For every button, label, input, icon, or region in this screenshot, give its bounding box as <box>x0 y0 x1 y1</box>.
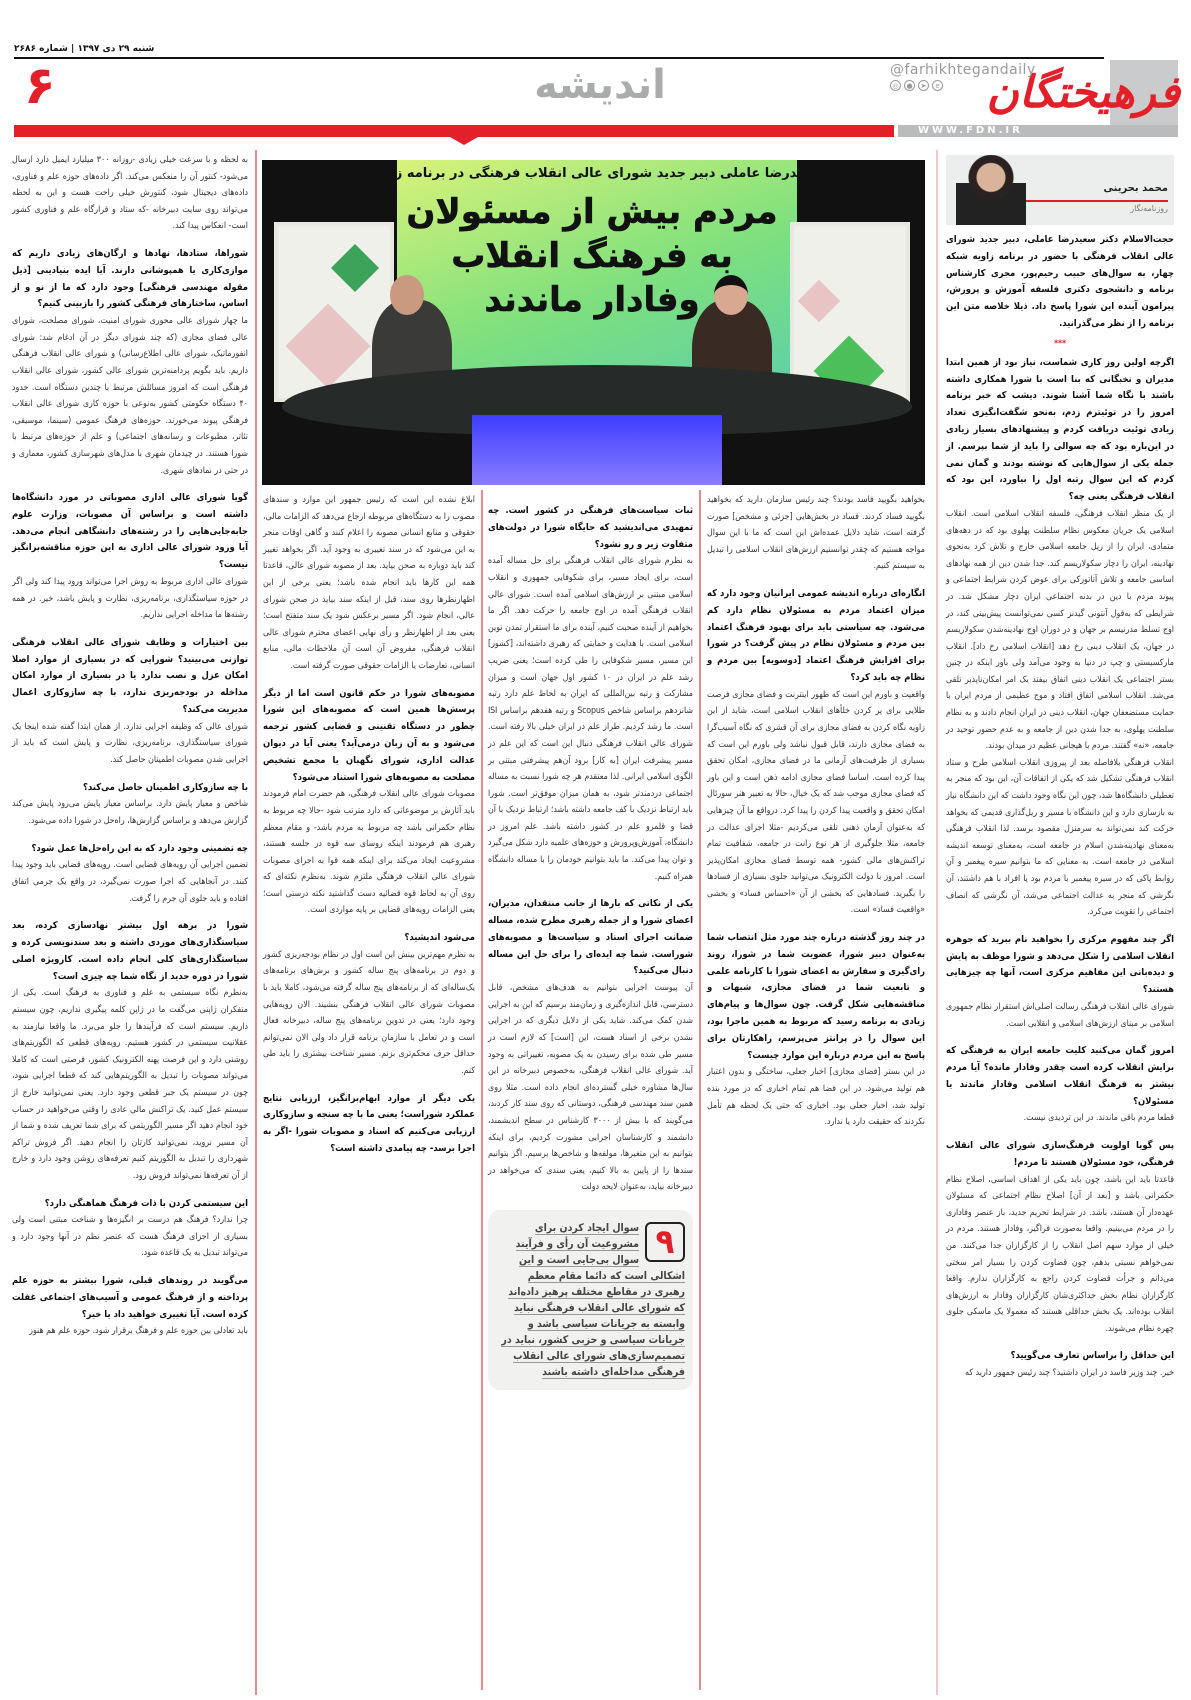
body-paragraph: ما چهار شورای عالی محوری شورای امنیت، شورای مصلحت، شورای عالی فضای مجازی (که چند شورای دیگر در آن ادغام شد: شورای انفورماتیک، شورای عالی اطلاع‌رسانی) و شورای عالی انقلاب فرهنگی داریم. باید بگویم پردامنه‌ترین شورای عالی کشور، شورای عالی انقلاب فرهنگی است که امروز مسائلش مرتبط با چندین دستگاه است. حدود ۴۰ دستگاه حکومتی کشور به‌نوعی با حوزه کاری شورای عالی انقلاب فرهنگی پیوند می‌خورند. حوزه‌های فرهنگ عمومی (سینما، موسیقی، تئاتر، مطبوعات و رسانه‌های اجتماعی) و علم از حوزه‌های مرتبط با شورا هستند. در چیدمان شهری با مدل‌های شهرسازی کشور، معماری و در حتی در نمادهای شهری. <box>12 316 248 476</box>
body-paragraph: به‌نظرم نگاه سیستمی به علم و فناوری به فرهنگ است. یکی از متفکران ژاپنی می‌گفت ما در ژاپن کلمه پیگیری نداریم، چون سیستم داریم. سیستم است که فرآیندها را جلو می‌برد. ما واقعا نیازمند به عقلانیت سیستمی در کشور هستیم. رویه‌های قطعی که الگوریتم‌های روشنی دارد و این فرصت پهنه الکترونیک کشور، فرصتی است که کاملا می‌تواند مصوبات را تبدیل به الگوریتم‌هایی کند که قطعا اجرایی شود، چون در سیستم یک جبر قطعی وجود دارد. یعنی نمی‌توانید خارج از سیستم عمل کنید. یک تراکنش مالی عادی را وقتی می‌خواهید در حساب خود انجام دهید اگر مسیر الگوریتمی که برای شما تعریف شده و شما از آن مسیر نروید، نمی‌توانید کارتان را انجام دهید. اگر فروش تراکم شهرداری را تبدیل به الگوریتم کنیم تعرفه‌های روشن وجود دارد و خارج از آن تعرفه‌ها نمی‌تواند فروش رود. <box>12 988 248 1181</box>
newspaper-logo: فرهیختگان <box>986 67 1180 118</box>
body-paragraph: بخواهید بگویید فاسد بودند؟ چند رئیس سازمان دارید که بخواهید بگویید فساد کردند. فساد در بخش‌هایی [جزئی و مشخص] صورت گرفته است، شاید دلایل عمده‌اش این است که ما با این سوال مواجه هستیم که چقدر توانستیم ارزش‌های انقلاب اسلامی را تبدیل به سیستم کنیم. <box>707 495 925 572</box>
website-bar: WWW.FDN.IR <box>898 125 1178 137</box>
body-paragraph: قاعدتا باید این باشد، چون باید یکی از اهداف اساسی، اصلاح نظام حکمرانی باشد و [بعد از آن] اصلاح نظام اجتماعی که مسئولان عهده‌دار آن هستند، باشد. در شرایط تحریم جدید، باز عنصر وفاداری را در مردم می‌بینیم. واقعا به‌صورت فراگیر، وفادار هستند. مردم در خیلی از موارد سهم اصل انقلاب را از کارگزاران جدا می‌کنند. من نمی‌خواهم نسبتی بدهم، چون قضاوت کردن را بسیار امر سختی می‌دانم و جرأت قضاوت کردن راجع به کارگزاران ندارم. واقعا کارگزاران نظام بخش حداکثری‌شان کارگزاران وفادار به ارزش‌های انقلاب بوده‌اند. یک بخش حداقلی هستند که معمولا یک ماسکی جلوی چهره نظام می‌شوند. <box>946 1174 1174 1334</box>
body-paragraph: قطعا مردم باقی ماندند. در این تردیدی نیست. <box>1023 1113 1174 1124</box>
body-paragraph: باید تعادلی بین حوزه علم و فرهنگ برقرار شود. حوزه علم هم هنوز <box>29 1326 248 1337</box>
body-paragraph: واقعیت و باورم این است که ظهور اینترنت و فضای مجازی فرصت طلایی برای پر کردن خلأهای انقلاب اسلامی است، شاید از این زاویه نگاه کردن به فضای مجازی برای آن قشری که نگاه آسیب‌گرا به فضای مجازی دارند، قابل قبول نباشد ولی باورم این است که بسیاری از ظرفیت‌های آرمانی ما در فضای مجازی، امکان تحقق پیدا کرده است. اساسا فضای مجازی ادامه ذهن است و این باور که فضای مجازی موجب شد که یک خیال، حالا به تعبیر هنر سورئال امکان تحقق و واقعیت پیدا کردن را پیدا کرد. درواقع ما آن چیزهایی که به‌عنوان آرمان ذهنی تلقی می‌کردیم -مثلا اجرای عدالت در جامعه، مثلا جلوگیری از هر نوع رانت در جامعه، شفافیت تمام تراکنش‌های مالی کشور- همه توسط فضای مجازی امکان‌پذیر است. امروز با دولت الکترونیک می‌توانید جلوی بسیاری از فسادها را بگیرید. فسادهایی که بخشی از آن «احساس فساد» و بخشی «واقعیت فساد» است. <box>707 689 925 916</box>
question-heading: گویا شورای عالی اداری مصوباتی در مورد دانشگاه‌ها داشته است و براساس آن مصوبات، وزارت علوم جابه‌جایی‌هایی را در رشته‌های دانشگاهی انجام می‌دهد. آیا ورود شورای عالی اداری به این حوزه مناقشه‌برانگیز نیست؟ <box>12 492 248 571</box>
question-heading: این حداقل را براساس تعارف می‌گویید؟ <box>1010 1350 1174 1362</box>
body-paragraph: در این بستر [فضای مجازی] اخبار جعلی، ساختگی و بدون اعتبار هم تولید می‌شود. در این فضا هم تمام اخباری که در مورد بنده تولید شد، اخبار جعلی بود. اخباری که حتی یک لحظه هم تأمل نکردند که حقیقت دارد یا ندارد. <box>707 1067 925 1128</box>
column-left <box>12 152 248 1340</box>
question-heading: امروز گمان می‌کنید کلیت جامعه ایران به فرهنگی که برایش انقلاب کرده است چقدر وفادار مانده؟ آیا مردم بیشتر به فرهنگ انقلاب اسلامی وفادار ماندند یا مسئولان؟ <box>946 1045 1174 1107</box>
instagram-icon: ◎ <box>890 80 901 91</box>
question-heading: بین اختیارات و وظایف شورای عالی انقلاب فرهنگی توازنی می‌بینید؟ شورایی که در بسیاری از موارد اصلا امکان عزل و نصب ندارد یا در بسیاری از موارد امکان مداخله در بودجه‌ریزی ندارد، با چه سازوکاری اعمال مدیریت می‌کند؟ <box>12 636 248 716</box>
question-heading: چه تضمینی وجود دارد که به این راه‌حل‌ها عمل شود؟ <box>31 842 248 854</box>
question-heading: با چه سازوکاری اطمینان حاصل می‌کند؟ <box>83 781 248 793</box>
author-box <box>946 155 1174 225</box>
body-paragraph: شورای عالی که وظیفه اجرایی ندارد. از همان ابتدا گفته شده اینجا یک شورای سیاستگذاری، برنامه‌ریزی، نظارت و پایش است که باید از اجرایی شدن مصوبات اطمینان حاصل کند. <box>12 721 248 766</box>
body-paragraph: چرا ندارد؟ فرهنگ هم درست بر انگیزه‌ها و شناخت مبتنی است ولی بسیاری از اجزای فرهنگ هست که عنصر نظم در آنها وجود دارد و می‌تواند تبدیل به یک قاعده شود. <box>12 1215 248 1259</box>
question-heading: اگر چند مفهوم مرکزی را بخواهید نام ببرید که جوهره انقلاب اسلامی را شکل می‌دهد و شورا موظف به پایش و دیده‌بانی این مفاهیم مرکزی است، آنها چه چیزهایی هستند؟ <box>946 933 1174 996</box>
body-paragraph: شاخص و معیار پایش دارد. براساس معیار پایش می‌رود پایش می‌کند گزارش می‌دهد و براساس گزارش‌ها، راه‌حل در شورا داده می‌شود. <box>12 799 248 827</box>
headline-line: وفادار ماندند <box>484 280 700 320</box>
question-heading: شوراها، ستادها، نهادها و ارگان‌های زیادی داریم که موازی‌کاری یا همپوشانی دارند. آیا ایده بنیادینی [ذیل مقوله مهندسی فرهنگی] وجود دارد که ما از نو و از اساس، ساختارهای فرهنگی کشور را بازبینی کنیم؟ <box>12 247 248 310</box>
body-paragraph: از یک منظر انقلاب فرهنگی، فلسفه انقلاب اسلامی است. انقلاب اسلامی یک جریان معکوس نظام سلطنت پهلوی بود که در دهه‌های متمادی، ایران را از ریل جامعه اسلامی خارج و تلاش کرد به‌نحوی نهادینه، ایران را دچار سکولاریسم کند. جدا شدن دین از همه نهادهای اساسی جامعه و تلاش آتاتورکی برای عوض کردن شرایط اجتماعی و پیوند مردم با دین در بدنه اجتماعی ایران دچار مشکل شد. در شرایطی که به‌قول آنتونی گیدنز کسی نمی‌توانست پیش‌بینی کند، در اوج تسلط مدرنیسم بر جهان و در دوران اوج نهادینه‌شدن سکولاریسم در جهان، یک انقلاب دینی رخ دهد [انقلاب اسلامی رخ داد]. انقلاب مارکسیستی و چپ در دنیا به وجود می‌آمد ولی باور اینکه در چنین بستر اجتماعی یک انقلاب دینی اتفاق بیفتد یک امر امکان‌ناپذیر تلقی می‌شد. انقلاب اسلامی اتفاق افتاد و موج عظیمی از مردم ایران با حمایت مستضعفان جهان، انقلاب دینی در ایران انجام دادند و به نظام سلطنت پهلوی، به جدا شدن دین از جامعه و به عدم حضور توحید در جامعه، «نه» گفتند. مردم با هیجانی عظیم در میدان بودند. <box>946 508 1174 752</box>
body-paragraph: تضمین اجرایی آن رویه‌های قضایی است. رویه‌های قضایی باید وجود پیدا کنند. در آنجاهایی که اجرا صورت نمی‌گیرد، در واقع یک جرمی اتفاق افتاده و باید جلوی آن جرم را گرفت. <box>12 860 248 904</box>
aparat-icon: ● <box>904 80 915 91</box>
column-mid-left <box>263 492 475 1158</box>
question-heading: ثبات سیاست‌های فرهنگی در کشور است. چه تمهیدی می‌اندیشید که جایگاه شورا در دولت‌های متفاوت زیر و رو نشود؟ <box>488 505 693 550</box>
column-rule <box>936 150 938 1695</box>
question-heading: می‌شود اندیشید؟ <box>404 932 475 944</box>
issue-dateline: شنبه ۲۹ دی ۱۳۹۷ | شماره ۲۶۸۶ <box>14 44 155 54</box>
section-separator: *** <box>1054 338 1066 349</box>
header-red-bar <box>14 125 894 137</box>
question-heading: پس گویا اولویت فرهنگ‌سازی شورای عالی انقلاب فرهنگی، خود مسئولان هستند تا مردم! <box>946 1139 1174 1168</box>
question-heading: این سیستمی کردن با ذات فرهنگ هماهنگی دارد؟ <box>44 1197 248 1209</box>
top-rule <box>14 57 1104 59</box>
body-paragraph: به لحظه و با سرعت خیلی زیادی -روزانه ۳۰۰ میلیارد ایمیل دارد ارسال می‌شود- کنتور آن را منعکس می‌کند. اگر داده‌های حوزه علم و فناوری، داده‌های دیجیتال شود، کنتورش خیلی راحت هست و این به لحظه می‌تواند روی سایت دبیرخانه -که ستاد و قرارگاه علم و فناوری کشور است- انعکاس پیدا کند. <box>12 155 248 232</box>
body-paragraph: انقلاب فرهنگی بلافاصله بعد از پیروزی انقلاب اسلامی طرح و ستاد انقلاب فرهنگی تشکیل شد که یکی از اتفاقات آن، این بود که منجر به تعطیلی دانشگاه‌ها شد، چون این نگاه وجود داشت که این دانشگاه نیاز به بازسازی دارد و این دانشگاه با مسیر و ریل‌گذاری قدیمی که بخواهد حرکت کند نمی‌تواند به سرمنزل مقصود برسد. لذا انقلاب فرهنگی به‌معنای نهادینه‌شدن اسلام در جامعه است، به‌معنای توسعه اندیشه اسلامی در جامعه است. به معنایی که ما بتوانیم سیره پیغمبر و آن روابط پاکی که در سیره پیغمبر با مردم بود یا افراد با هم داشتند، آن نگرشی که منجر به عدالت اجتماعی می‌شد، آن نگرشی که انصاف اجتماعی را تقویت می‌کرد. <box>946 757 1174 918</box>
column-rule <box>699 490 701 1690</box>
body-paragraph: شورای عالی اداری مربوط به روش اجرا می‌تواند ورود پیدا کند ولی اگر در حوزه سیاستگذاری، برنامه‌ریزی، نظارت و پایش باشد، خیر. در همه رشته‌ها ما مداخله اجرایی نداریم. <box>12 577 248 621</box>
question-heading: مصوبه‌های شورا در حکم قانون است اما از دیگر پرسش‌ها همین است که مصوبه‌های این شورا چطور در دستگاه تقنینی و قضایی کشور ترجمه می‌شود و به آن زبان درمی‌آید؟ یعنی آیا در دیوان عدالت اداری، شورای نگهبان یا مجمع تشخیص مصلحت به مصوبه‌های شورا استناد می‌شود؟ <box>263 687 475 783</box>
quote-mark-icon: ۹ <box>645 1222 685 1262</box>
body-paragraph: ابلاغ نشده این است که رئیس جمهور این موارد و سندهای مصوب را به دستگاه‌های مربوطه ارجاع می‌دهد که الزامات مالی، حقوقی و منابع انسانی مصوبه را اعلام کنند و گاهی اوقات منجر به این می‌شود که در سند تغییری به وجود آید. اگر بخواهد تغییر کند باید دوباره به صحن بیاید. بعد از مصوبه شورای عالی، قاعدتا همه این کارها باید انجام شده باشد؛ یعنی برخی از این اظهارنظرها روی سند، قبل از اینکه سند بیاید در صحن شورای عالی، انجام شود. اگر مسیر برعکس شود یک سند متفتح است؛ یعنی بعد از اظهارنظر و رأی نهایی اعضای محترم شورای عالی انقلاب فرهنگی، مفروض آن است آن ملاحظات مالی، منابع انسانی، تعارضات یا الزامات حقوقی صورت گرفته است. <box>263 495 475 671</box>
desk-stand <box>472 415 722 485</box>
body-paragraph: شورای عالی انقلاب فرهنگی رسالت اصلی‌اش استقرار نظام جمهوری اسلامی بر مبنای ارزش‌های اسلامی و انقلابی است. <box>946 1001 1174 1029</box>
section-title: اندیشه <box>534 62 666 108</box>
article-headline <box>382 190 802 322</box>
telegram-icon: ➤ <box>918 80 929 91</box>
lead-paragraph: حجت‌الاسلام دکتر سعیدرضا عاملی، دبیر جدید شورای عالی انقلاب فرهنگی با حضور در برنامه زاویه شبکه چهار، به سوال‌های حبیب رحیم‌پور، مجری کارشناس برنامه و دانشجوی دکتری فلسفه آموزش و پرورش، پیرامون آینده این شورا پاسخ داد. ذیلا خلاصه متن این برنامه را از نظر می‌گذرانید. <box>946 234 1174 329</box>
author-avatar <box>956 155 1026 225</box>
social-handle: @farhikhtegandaily <box>890 62 1036 78</box>
question-heading: شورا در برهه اول بیشتر نهادسازی کرده، بعد سیاستگذاری‌های موردی داشته و بعد سندنویسی کرده و سیاستگذاری‌های کلی انجام داده است. کارویژه اصلی شورا در دوره جدید از نگاه شما چه چیزی است؟ <box>12 920 248 982</box>
social-icons <box>890 80 943 91</box>
pull-quote-body: سوال ایجاد کردن برای مشروعیت آن رأی و فرآیند سوال بی‌جایی است و این اشکالی است که دائما مقام معظم رهبری در مقاطع مختلف پرهیز داده‌اند که شورای عالی انقلاب فرهنگی نباید وابسته به جریانات سیاسی باشد و جریانات سیاسی و حزبی کشور، نباید در تصمیم‌سازی‌های شورای عالی انقلاب فرهنگی مداخله‌ای داشته باشند <box>501 1221 685 1378</box>
column-mid-right <box>707 492 925 1131</box>
question-heading: در چند روز گذشته درباره چند مورد مثل انتصاب شما به‌عنوان دبیر شورا، عضویت شما در شورا، روند رای‌گیری و سفارش به اعضای شورا با کارنامه علمی و تابعیت شما در فضای مجازی، شبهات و مناقشه‌هایی شکل گرفت. چون سوال‌ها و پیام‌های زیادی به برنامه رسید که مربوط به همین ماجرا بود، این سوال را در پرانتز می‌پرسم، راهکارتان برای پاسخ به این مردم درباره این موارد چیست؟ <box>707 932 925 1061</box>
body-paragraph: به نظرم شورای عالی انقلاب فرهنگی برای حل مساله آمده است، برای ایجاد مسیر، برای شکوفایی جمهوری و انقلاب اسلامی مبتنی بر ارزش‌های اسلامی آمده است. شورای عالی انقلاب فرهنگی آمده در اوج جامعه را حرکت دهد. اگر ما بخواهیم از آینده صحبت کنیم، آینده برای ما استقرار تمدن نوین اسلامی است. با هدایت و حمایتی که رهبری داشته‌اند، [کشور] این مسیر، مسیر شکوفایی را طی کرده است؛ یعنی ضریب رشد علم در ایران در ۱۰ کشور اول جهان است و میزان مشارکت و رتبه بین‌المللی که ایران به لحاظ علم دارد رتبه شانزدهم براساس شاخص Scopus و رتبه هفدهم براساس ISI است. ما رشد کردیم. طراز علم در ایران خیلی بالا رفته است. شورای عالی انقلاب فرهنگی دنبال این است که این علم در مسیر پیشرفت ایران [به کار] برود آن‌هم پیشرفتی مبتنی بر الگوی اسلامی ایرانی. لذا معتقدم هر چه شورا نسبت به مساله اجتماعی دردمندتر شود، به همان میزان موفق‌تر است. شورا باید ارتباط نزدیک با کف جامعه داشته باشد؛ ارتباط نزدیک با آن قضا و قلمرو علم در کشور داشته باشد. علم امروز در دانشگاه، آموزش‌وپرورش و حوزه‌های علمیه دارد شکل می‌گیرد و توان پیدا می‌کند. ما باید بتوانیم خودمان را با مساله دانشگاه همراه کنیم. <box>488 556 693 882</box>
pull-quote-box <box>488 1210 693 1390</box>
article-photo <box>262 160 925 485</box>
body-paragraph: خیر. چند وزیر فاسد در ایران داشتید؟ چند رئیس جمهور دارید که <box>965 1368 1174 1379</box>
question-heading: می‌گویند در روندهای قبلی، شورا بیشتر به حوزه علم پرداخته و از فرهنگ عمومی و آسیب‌های اجتماعی غفلت کرده است. آیا تغییری خواهید داد یا خیر؟ <box>12 1275 248 1320</box>
twitter-icon: e <box>932 80 943 91</box>
body-paragraph: به نظرم مهم‌ترین بینش این است اول در نظام بودجه‌ریزی کشور و دوم در برنامه‌های پنج ساله کشور و برش‌های برنامه‌های یک‌ساله‌ای که از برنامه‌های پنج ساله گرفته می‌شود، کاملا باید با مصوبات شورای عالی انقلاب فرهنگی بنشیند. الان رویه‌هایی وجود دارد؛ یعنی در تدوین برنامه‌های پنج ساله، دبیرخانه فعال است و در تعامل با سازمان برنامه قرار داد ولی الان نمی‌توانم حداقل حرف محکم‌تری بزنم. مسیر شناخت بیشتری را باید طی کنم. <box>263 949 475 1077</box>
headline-line: به فرهنگ انقلاب <box>451 236 733 276</box>
question-heading: یکی از نکاتی که بارها از جانب منتقدان، مدیران، اعضای شورا و از جمله رهبری مطرح شده، مساله ضمانت اجرای اسناد و سیاست‌ها و مصوبه‌های شوراست. شما چه ایده‌ای را برای حل این مساله دنبال می‌کنید؟ <box>488 898 693 977</box>
article-kicker: سعیدرضا عاملی دبیر جدید شورای عالی انقلاب فرهنگی در برنامه زاویه: <box>364 166 823 181</box>
page-number: ۶ <box>24 56 56 116</box>
headline-line: مردم بیش از مسئولان <box>406 192 778 232</box>
author-name: محمد بحرینی <box>1103 183 1168 194</box>
column-mid <box>488 492 693 1390</box>
column-rule <box>481 490 483 1690</box>
lead-paragraph: اگرچه اولین روز کاری شماست، نیاز بود از همین ابتدا مدیران و نخبگانی که بنا است با شورا همکاری داشته باشند با نگاه شما آشنا شوند. دیشب که خبر برنامه امروز را در توئیترم زدم، به‌نحو شگفت‌انگیزی تعداد زیادی توئیت دریافت کردم و پیشنهادهای بسیار زیادی در این‌باره بود که چه سوالی را باید از شما بپرسم. از جمله یکی از سوال‌هایی که نوشته بودند و گمان نمی کردم که این سوال رتبه اول را بیاورد، این بود که انقلاب فرهنگی یعنی چه؟ <box>946 356 1174 503</box>
body-paragraph: آن پیوست اجرایی بتوانیم به هدف‌های مشخص، قابل دسترسی، قابل اندازه‌گیری و زمان‌مند برسیم که این به اجرایی شدن کمک می‌کند. شاید یکی از دلایل دیگری که در اجرایی نشدن برخی از اسناد هست، این [است] که لازم است در مسیر طی شده برای رسیدن به یک مصوبه، تغییراتی به وجود آید. شورای عالی انقلاب فرهنگی، به‌خصوص دبیرخانه در این سال‌ها مشاوره خیلی گسترده‌ای انجام داده است. مثلا روی همین سند مهندسی فرهنگی، دوستانی که روی سند کار کردند، می‌گویند که با بیش از ۳۰۰۰ کارشناس در سطح اندیشمند، دانشمند و کارشناسان اجرایی مشورت کردیم، برای اینکه بتوانیم به این متغیرها، مولفه‌ها و شاخص‌ها برسیم. اگر بتوانیم سندها را از پایین به بالا کنیم، یعنی سندی که می‌خواهد در دبیرخانه بیاید، به‌عنوان لایحه دولت <box>488 983 693 1193</box>
body-paragraph: مصوبات شورای عالی انقلاب فرهنگی، هم حضرت امام فرمودند باید آثارش بر موضوعاتی که دارد مترتب شود -حالا چه مربوط به نظام حکمرانی باشد چه مربوط به مردم باشد- و مقام معظم رهبری هم فرمودند اینکه روسای سه قوه در جلسه هستند، مشروعیت ایجاد می‌کند برای اینکه همه قوا به اجرای مصوبات شورای عالی انقلاب فرهنگی ملتزم شوند. به‌نظرم نکته‌ای که روی آن به لحاظ قوه قضائیه دست گذاشتید نکته درستی است؛ یعنی الزامات رویه‌های قضایی بر پایه مواردی است. <box>263 789 475 916</box>
question-heading: یکی دیگر از موارد ابهام‌برانگیز، ارزیابی نتایج عملکرد شوراست؛ یعنی ما با چه سنجه و سازوکاری ارزیابی می‌کنیم که اسناد و مصوبات شورا -اگر به اجرا برسد- چه پیامدی داشته است؟ <box>263 1092 475 1154</box>
question-heading: انگاره‌ای درباره اندیشه عمومی ایرانیان وجود دارد که میزان اعتماد مردم به مسئولان نظام دارد کم می‌شود. چه سیاستی باید برای بهبود فرهنگ اعتماد بین مردم و مسئولان نظام در پیش گرفت؟ در شورا برای افزایش فرهنگ اعتماد [دوسویه] بین مردم و نظام چه باید کرد؟ <box>707 587 925 683</box>
column-right <box>946 232 1174 1382</box>
author-divider <box>1026 200 1168 202</box>
header-notch <box>450 137 478 145</box>
column-rule <box>255 150 257 1695</box>
author-role: روزنامه‌نگار <box>1130 204 1168 213</box>
